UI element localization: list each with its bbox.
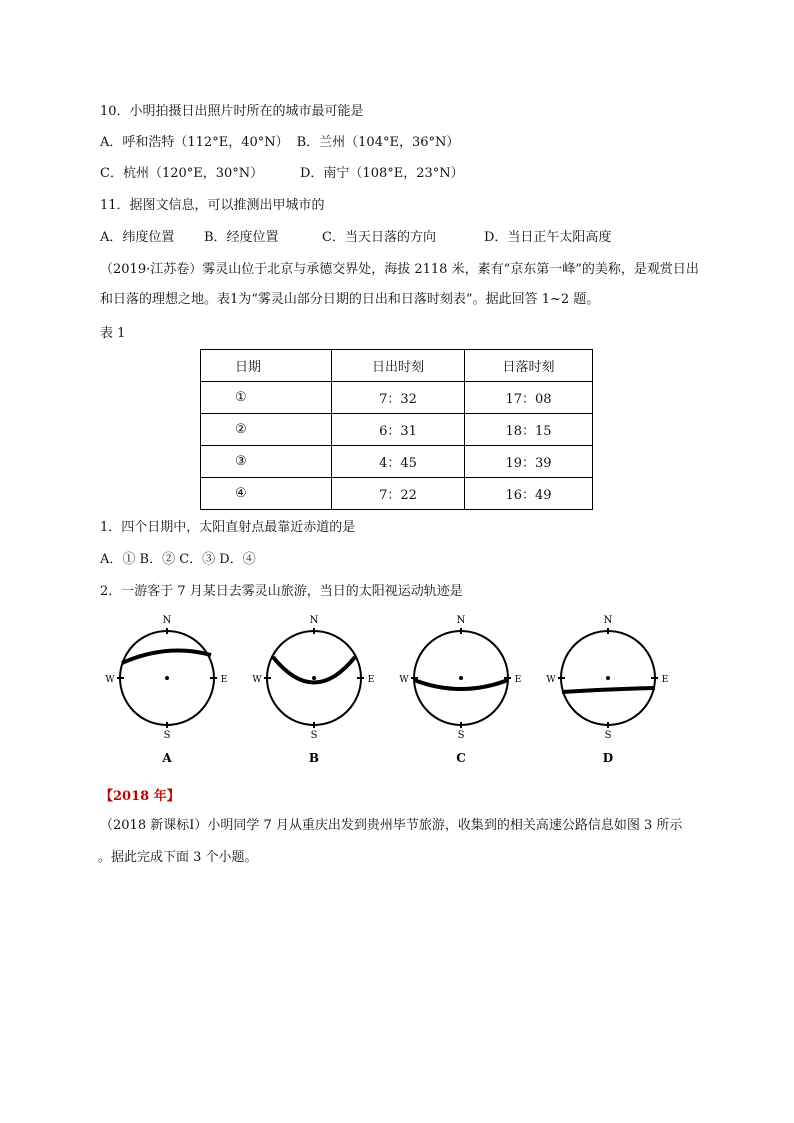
passage-2018-line2: 。据此完成下面 3 个小题。: [98, 850, 258, 865]
q10-stem: 10．小明拍摄日出照片时所在的城市最可能是: [100, 104, 364, 119]
table-cell-date: ①: [201, 382, 332, 414]
table-cell-sunset: 19：39: [465, 446, 593, 478]
sunrise-sunset-table: [200, 349, 593, 510]
west-label: W: [105, 675, 115, 685]
diagram-label-a: A: [162, 751, 172, 765]
diagram-label-d: D: [602, 751, 614, 765]
table-cell-sunset: 16：49: [465, 478, 593, 510]
observer-point: [165, 676, 169, 680]
q11-stem: 11．据图文信息，可以推测出甲城市的: [100, 198, 325, 213]
table-cell-sunrise: 7：32: [332, 382, 465, 414]
sun-path-diagram-d[interactable]: [546, 615, 668, 765]
sun-path-diagram-c[interactable]: [399, 615, 521, 765]
north-label: N: [456, 615, 466, 626]
observer-point: [312, 676, 316, 680]
sun-path-arc: [414, 680, 508, 689]
table-row: [201, 382, 593, 414]
south-label: S: [310, 730, 318, 741]
west-label: W: [252, 675, 262, 685]
sun-path-diagrams: [100, 610, 680, 770]
table-cell-date: ③: [201, 446, 332, 478]
table-cell-sunset: 18：15: [465, 414, 593, 446]
q11-option-c[interactable]: C．当天日落的方向: [322, 230, 436, 245]
north-label: N: [603, 615, 613, 626]
q10-option-b[interactable]: B．兰州（104°E，36°N）: [296, 135, 460, 150]
south-label: S: [604, 730, 612, 741]
q11-option-a[interactable]: A．纬度位置: [100, 230, 175, 245]
passage-2018-line1: （2018 新课标Ⅰ）小明同学 7 月从重庆出发到贵州毕节旅游，收集到的相关高速公路信息如图 3 所示: [100, 818, 683, 833]
table-header-date: 日期: [201, 350, 332, 382]
q10-option-a[interactable]: A．呼和浩特（112°E，40°N）: [100, 135, 289, 150]
q11-option-b[interactable]: B．经度位置: [204, 230, 279, 245]
south-label: S: [163, 730, 171, 741]
south-label: S: [457, 730, 465, 741]
north-label: N: [162, 615, 172, 626]
observer-point: [459, 676, 463, 680]
diagram-label-b: B: [308, 751, 320, 765]
west-label: W: [546, 675, 556, 685]
west-label: W: [399, 675, 409, 685]
q1-options[interactable]: A．① B．② C．③ D．④: [100, 552, 256, 567]
q2-stem: 2．一游客于 7 月某日去雾灵山旅游，当日的太阳视运动轨迹是: [100, 584, 463, 599]
q1-stem: 1．四个日期中，太阳直射点最靠近赤道的是: [100, 520, 356, 535]
table-cell-sunrise: 7：22: [332, 478, 465, 510]
section-2018-tag: 【2018 年】: [100, 789, 180, 804]
table-header-sunrise: 日出时刻: [332, 350, 465, 382]
table-row: [201, 478, 593, 510]
table-row: [201, 446, 593, 478]
passage-2019-line2: 和日落的理想之地。表1为“雾灵山部分日期的日出和日落时刻表”。据此回答 1~2 题。: [100, 292, 600, 307]
sun-path-arc: [562, 688, 655, 692]
sun-path-diagram-b[interactable]: [252, 615, 374, 765]
table-header-row: [201, 350, 593, 382]
table-cell-date: ②: [201, 414, 332, 446]
east-label: E: [367, 675, 375, 685]
table-header-sunset: 日落时刻: [465, 350, 593, 382]
table-cell-date: ④: [201, 478, 332, 510]
q10-option-c[interactable]: C．杭州（120°E，30°N）: [100, 166, 264, 181]
east-label: E: [220, 675, 228, 685]
table-cell-sunset: 17：08: [465, 382, 593, 414]
diagram-label-c: C: [456, 751, 466, 765]
q10-options-row1: [100, 133, 459, 153]
sun-path-diagram-a[interactable]: [105, 615, 227, 765]
q10-option-d[interactable]: D．南宁（108°E，23°N）: [300, 166, 464, 181]
table-cell-sunrise: 6：31: [332, 414, 465, 446]
table1-caption: 表 1: [100, 326, 126, 341]
north-label: N: [309, 615, 319, 626]
q11-option-d[interactable]: D．当日正午太阳高度: [484, 230, 612, 245]
east-label: E: [661, 675, 669, 685]
east-label: E: [514, 675, 522, 685]
q11-options: [100, 228, 611, 248]
observer-point: [606, 676, 610, 680]
q10-options-row2: [100, 164, 464, 184]
passage-2019-line1: （2019·江苏卷）雾灵山位于北京与承德交界处，海拔 2118 米，素有“京东第一峰”的美称，是观赏日出: [100, 262, 699, 277]
table-row: [201, 414, 593, 446]
sun-path-arc: [122, 651, 211, 664]
table-cell-sunrise: 4：45: [332, 446, 465, 478]
